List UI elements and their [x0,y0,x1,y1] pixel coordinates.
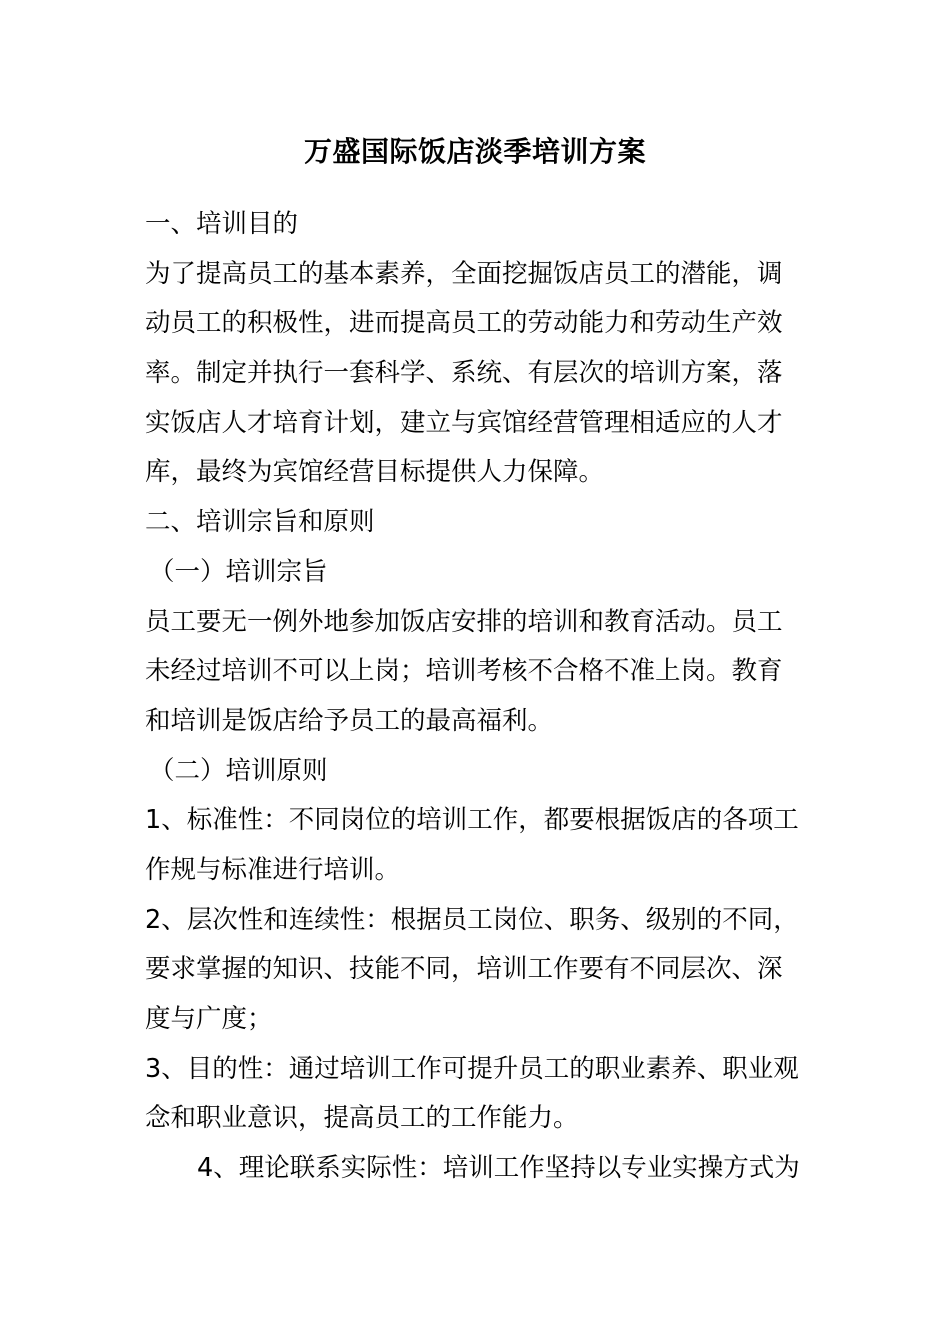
paragraph-line: 实饭店人才培育计划，建立与宾馆经营管理相适应的人才 [145,407,783,438]
paragraph-line: 库，最终为宾馆经营目标提供人力保障。 [145,457,605,488]
section-heading-principles: 二、培训宗旨和原则 [145,507,375,538]
list-item-line: 1、标准性：不同岗位的培训工作，都要根据饭店的各项工 [145,805,799,836]
list-item-line: 度与广度； [145,1004,273,1034]
paragraph-line: 率。制定并执行一套科学、系统、有层次的培训方案，落 [145,358,783,389]
list-item-line: 4、理论联系实际性：培训工作坚持以专业实操方式为 [197,1153,800,1184]
paragraph-line: 为了提高员工的基本素养，全面挖掘饭店员工的潜能，调 [145,258,783,289]
document-body [145,200,810,1194]
paragraph-line: 动员工的积极性，进而提高员工的劳动能力和劳动生产效 [145,308,783,339]
subsection-heading-tenet: （一）培训宗旨 [149,556,328,587]
subsection-heading-principles: （二）培训原则 [149,755,328,786]
list-item-line: 作规与标准进行培训。 [145,854,401,885]
section-heading-purpose: 一、培训目的 [145,209,299,239]
paragraph-line: 和培训是饭店给予员工的最高福利。 [145,705,554,736]
paragraph-line: 未经过培训不可以上岗；培训考核不合格不准上岗。教育 [145,656,783,687]
list-item-line: 2、层次性和连续性：根据员工岗位、职务、级别的不同， [145,904,799,935]
document-title: 万盛国际饭店淡季培训方案 [303,135,646,168]
list-item-line: 要求掌握的知识、技能不同，培训工作要有不同层次、深 [145,954,783,985]
list-item-line: 念和职业意识，提高员工的工作能力。 [145,1103,579,1134]
list-item-line: 3、目的性：通过培训工作可提升员工的职业素养、职业观 [145,1053,799,1084]
paragraph-line: 员工要无一例外地参加饭店安排的培训和教育活动。员工 [145,606,783,637]
